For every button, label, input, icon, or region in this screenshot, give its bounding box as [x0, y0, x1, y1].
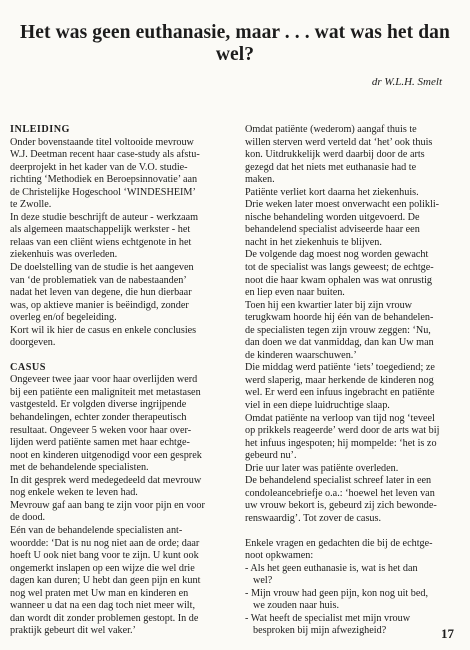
text-line: Drie uur later was patiënte overleden.	[245, 462, 399, 474]
text-line: Ongeveer twee jaar voor haar overlijden werd	[10, 374, 198, 386]
text-line: richting ‘Methodiek en Beroepsinnovatie’ aan	[10, 174, 198, 186]
text-line: ongemerkt inslapen op een wijze die wel drie	[10, 562, 195, 574]
text-line: doorgeven.	[10, 337, 56, 349]
text-line: De doelstelling van de studie is het aangeven	[10, 262, 194, 274]
text-line: Enkele vragen en gedachten die bij de echtge-	[245, 537, 433, 549]
text-line: met de behandelende specialisten.	[10, 462, 149, 474]
text-line: de kinderen waarschuwen.’	[245, 349, 357, 361]
text-line: dan doen we dat vanmiddag, dan kan Uw man	[245, 337, 434, 349]
text-line: viel in een diepe luidruchtige slaap.	[245, 400, 390, 412]
text-line: nische behandeling worden uitgevoerd. De	[245, 211, 420, 223]
text-line: Omdat patiënte (wederom) aangaf thuis te	[245, 124, 417, 135]
text-line: Die middag werd patiënte ‘iets’ toegediend; ze	[245, 362, 435, 374]
text-line: vastgesteld. Er volgden diverse ingrijpende	[10, 399, 187, 411]
text-line: lijden werd patiënte samen met haar echtge-	[10, 437, 190, 449]
text-line: - Wat heeft de specialist met mijn vrouw	[245, 612, 411, 624]
text-line: deerprojekt in het kader van de V.O. studie-	[10, 161, 188, 173]
text-line: nog enkele weken te leven had.	[10, 487, 138, 499]
author-byline: dr W.L.H. Smelt	[371, 76, 442, 88]
paragraph-gap	[245, 526, 450, 538]
text-line: noot die haar kwam ophalen was wat onrustig	[245, 274, 433, 286]
text-line: Onder bovenstaande titel voltooide mevrouw	[10, 136, 194, 148]
text-line: te Zwolle.	[10, 199, 52, 211]
text-line: condoleancebriefje o.a.: ‘hoewel het leven van	[245, 487, 435, 499]
text-line: Mevrouw gaf aan bang te zijn voor pijn en voor	[10, 499, 205, 511]
text-line: gezegd dat het niets met euthanasie had te	[245, 161, 417, 173]
text-line: In dit gesprek werd medegedeeld dat mevrouw	[10, 474, 202, 486]
text-line: overleg en/of begeleiding.	[10, 312, 117, 324]
text-line: de specialisten tegen zijn vrouw zeggen: ‘Nu,	[245, 324, 431, 336]
text-line: op prikkels reageerde’ werd door de arts wat bij	[245, 425, 440, 437]
text-line: - Als het geen euthanasie is, wat is het dan	[245, 562, 418, 574]
text-line: Omdat patiënte na verloop van tijd nog ‘teveel	[245, 412, 435, 424]
text-line: De volgende dag moest nog worden gewacht	[245, 249, 429, 261]
paragraph-gap	[10, 350, 215, 362]
text-line: maken.	[245, 174, 275, 186]
text-line: dan wordt dit zonder problemen gestopt. In de	[10, 612, 199, 624]
text-line: besproken bij mijn afwezigheid?	[253, 625, 387, 637]
text-line: ziekenhuis was overleden.	[10, 249, 118, 261]
text-line: was, op aktieve manier is beëindigd, zonder	[10, 299, 189, 311]
text-line: W.J. Deetman recent haar case-study als afstu-	[10, 149, 200, 161]
text-line: De behandelend specialist schreef later in een	[245, 475, 432, 487]
page-number: 17	[441, 626, 454, 641]
text-line: nog wel praten met Uw man en kinderen en	[10, 587, 189, 599]
text-line: praktijk gebeurt dit wel vaker.’	[10, 625, 136, 637]
text-line: wanneer u dat na een dag toch niet meer wilt,	[10, 600, 195, 612]
text-line: hoeft U ook niet bang voor te zijn. U kunt ook	[10, 550, 199, 562]
text-line: de Christelijke Hogeschool ‘WINDESHEIM’	[10, 186, 196, 198]
text-line: wel?	[253, 575, 273, 587]
text-line: van ‘de problematiek van de nabestaanden’	[10, 274, 187, 286]
text-line: wel. Er werd een infuus ingebracht en patiënte	[245, 387, 435, 399]
text-line: woordde: ‘Dat is nu nog niet aan de orde; daar	[10, 537, 200, 549]
text-line: Toen hij een kwartier later bij zijn vrouw	[245, 299, 413, 311]
text-line: werd slaperig, maar herkende de kinderen nog	[245, 374, 434, 386]
text-line: behandelingen, echter zonder therapeutisch	[10, 412, 187, 424]
text-line: terugkwam hoorde hij één van de behandelen-	[245, 312, 434, 324]
text-line: Eén van de behandelende specialisten ant-	[10, 524, 183, 536]
text-line: In deze studie beschrijft de auteur - werkzaam	[10, 211, 199, 223]
text-line: dagen kan duren; U hebt dan geen pijn en kunt	[10, 575, 201, 587]
text-line: en liep even naar buiten.	[245, 287, 345, 299]
text-line: tot de specialist was langs geweest; de echtge-	[245, 262, 434, 274]
text-line: kon. Uitdrukkelijk werd daarbij door de arts	[245, 149, 425, 161]
left-column	[10, 124, 215, 638]
text-line: noot opkwamen:	[245, 550, 314, 562]
section-heading: INLEIDING	[10, 124, 70, 135]
text-line: gebeurd nu’.	[245, 450, 297, 462]
text-line: het infuus ingespoten; hij mompelde: ‘het is zo	[245, 437, 437, 449]
text-line: behandelend specialist adviseerde haar een	[245, 224, 420, 236]
text-line: - Mijn vrouw had geen pijn, kon nog uit bed,	[245, 587, 429, 599]
text-line: Patiënte verliet kort daarna het ziekenhuis.	[245, 186, 419, 198]
article-title: Het was geen euthanasie, maar . . . wat was het dan wel?	[20, 22, 450, 65]
section-heading: CASUS	[10, 361, 46, 373]
text-line: we zouden naar huis.	[253, 600, 339, 612]
text-line: nacht in het ziekenhuis te blijven.	[245, 236, 382, 248]
right-column	[245, 124, 450, 638]
text-line: renswaardig’. Tot zover de casus.	[245, 512, 382, 524]
text-line: noot en kinderen uitgenodigd voor een gesprek	[10, 449, 202, 461]
text-line: bij een patiënte een maligniteit met metastasen	[10, 386, 201, 398]
text-line: nadat het leven van degene, die hun dierbaar	[10, 287, 192, 299]
text-line: de dood.	[10, 512, 46, 524]
text-line: als algemeen maatschappelijk werkster - het	[10, 224, 191, 236]
text-line: relaas van een cliënt wiens echtgenote in het	[10, 236, 192, 248]
text-line: resultaat. Ongeveer 5 weken voor haar over-	[10, 424, 192, 436]
text-line: Drie weken later moest onverwacht een polikli-	[245, 199, 440, 211]
text-line: uw vrouw bekort is, gebeurd zij zich bewonde-	[245, 500, 437, 512]
text-line: willen sterven werd verteld dat ‘het’ ook thuis	[245, 136, 433, 148]
text-line: Kort wil ik hier de casus en enkele conclusies	[10, 324, 197, 336]
